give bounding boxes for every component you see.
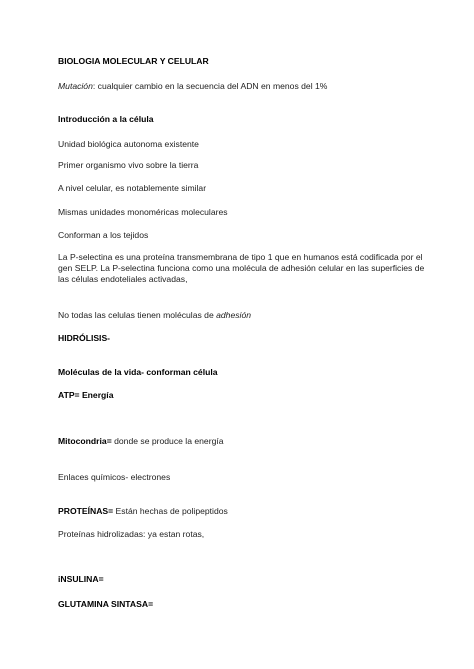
mutacion-definition [58, 81, 327, 92]
moleculas-heading: Moléculas de la vida- conforman célula [58, 367, 218, 377]
mutacion-term: Mutación [58, 81, 93, 91]
adhesion-prefix: No todas las celulas tienen moléculas de [58, 310, 217, 320]
paragraph-line: gen SELP. La P-selectina funciona como una molécula de adhesión celular en las superficies de [58, 263, 425, 274]
insulina-heading: iNSULINA= [58, 574, 104, 584]
hidrolisis-heading: HIDRÓLISIS- [58, 333, 111, 343]
intro-item: Conforman a los tejidos [58, 230, 149, 240]
mutacion-text: : cualquier cambio en la secuencia del ADN en menos del 1% [92, 81, 328, 91]
atp-heading: ATP= Energía [58, 390, 114, 400]
mitocondria-text: donde se produce la energía [111, 436, 224, 446]
intro-item: Unidad biológica autonoma existente [58, 139, 199, 149]
mitocondria-term: Mitocondria= [58, 436, 112, 446]
intro-item: Mismas unidades monoméricas moleculares [58, 207, 228, 217]
enlaces-line: Enlaces químicos- electrones [58, 472, 171, 482]
proteinas-text: Están hechas de polipeptidos [113, 506, 228, 516]
intro-item: A nivel celular, es notablemente similar [58, 183, 207, 193]
glutamina-heading: GLUTAMINA SINTASA= [58, 599, 154, 609]
intro-item: Primer organismo vivo sobre la tierra [58, 160, 199, 170]
pselectina-paragraph [58, 252, 425, 286]
proteinas-line [58, 506, 228, 517]
proteinas-term: PROTEÍNAS= [58, 506, 114, 516]
proteinas-hidrolizadas-line: Proteínas hidrolizadas: ya estan rotas, [58, 529, 205, 539]
paragraph-line: La P-selectina es una proteína transmembrana de tipo 1 que en humanos está codificada por el [58, 252, 423, 262]
intro-heading: Introducción a la célula [58, 114, 154, 124]
adhesion-sentence [58, 310, 251, 321]
document-title: BIOLOGIA MOLECULAR Y CELULAR [58, 56, 209, 66]
paragraph-line: las células endoteliales activadas, [58, 274, 188, 285]
mitocondria-line [58, 436, 224, 447]
adhesion-term: adhesión [216, 310, 252, 320]
